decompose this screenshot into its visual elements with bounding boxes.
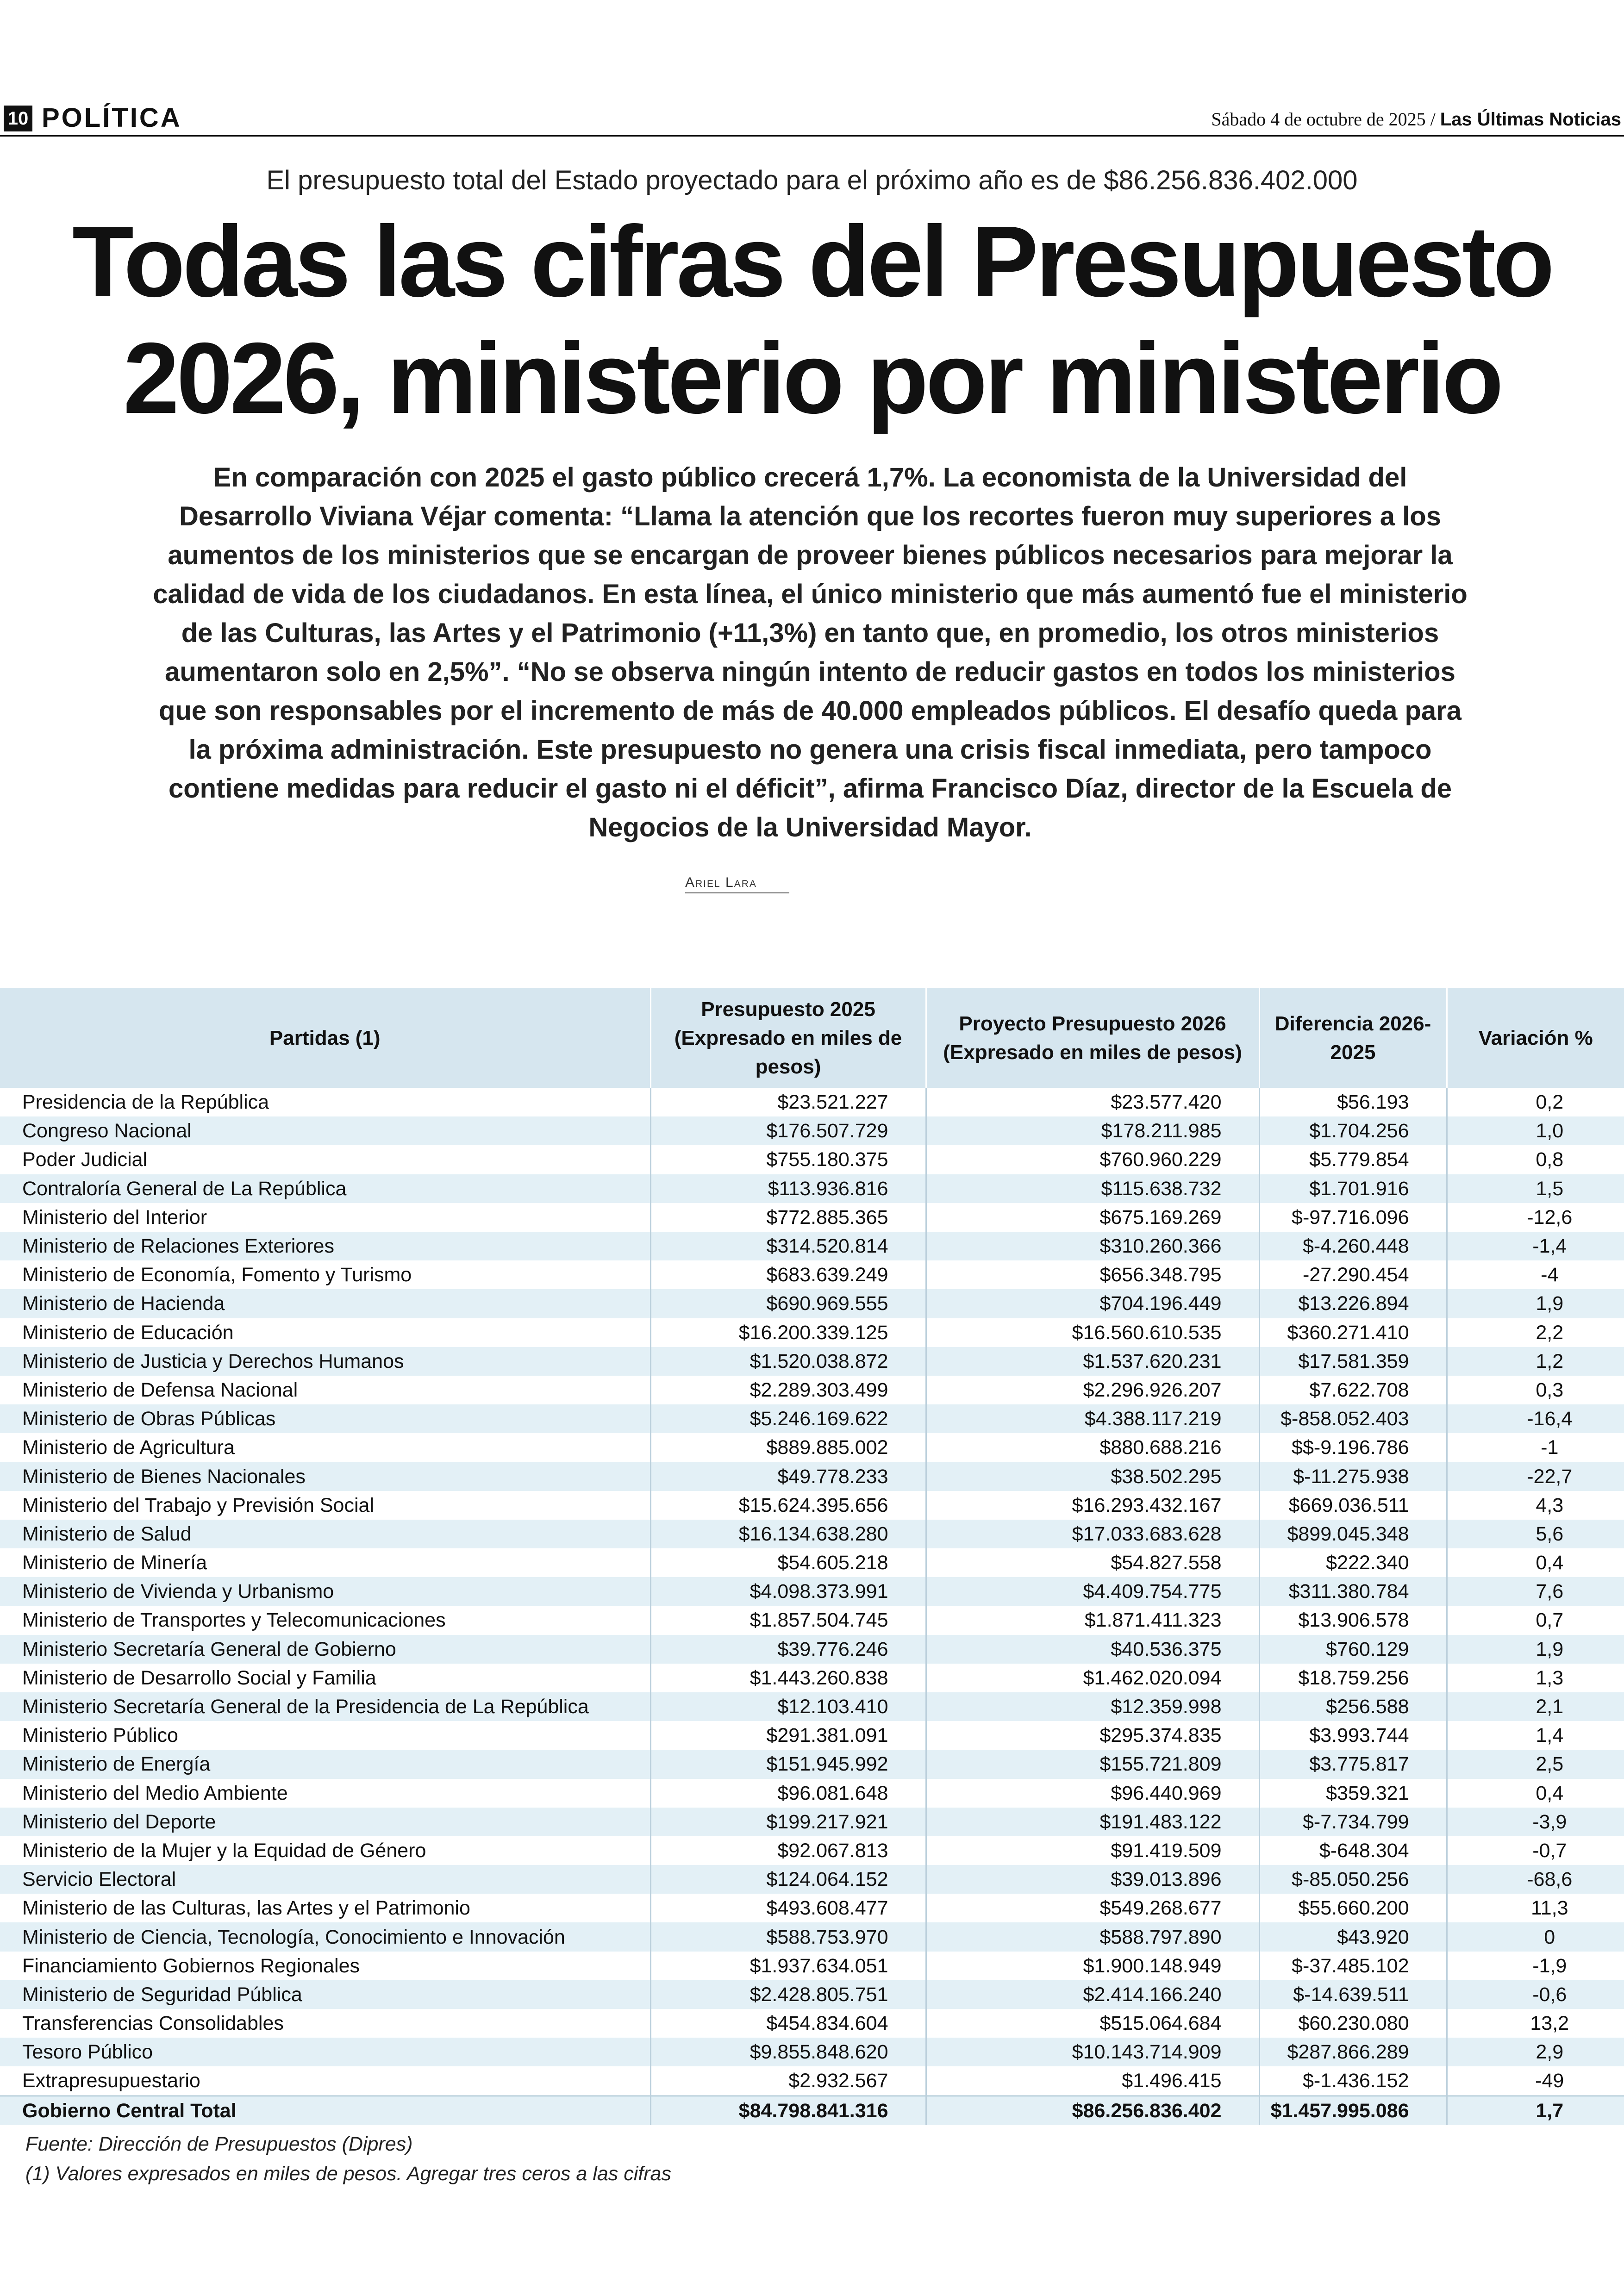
cell-partida: Ministerio de Justicia y Derechos Humanos — [0, 1347, 650, 1376]
cell-partida: Ministerio Público — [0, 1721, 650, 1750]
cell-variacion: 5,6 — [1447, 1520, 1624, 1548]
cell-diferencia: -27.290.454 — [1259, 1260, 1447, 1289]
table-row — [0, 1491, 1624, 1520]
cell-variacion: 1,9 — [1447, 1635, 1624, 1664]
cell-presupuesto-2025: $588.753.970 — [650, 1922, 926, 1951]
cell-diferencia: $-14.639.511 — [1259, 1980, 1447, 2009]
table-row — [0, 1318, 1624, 1347]
cell-proyecto-2026: $115.638.732 — [926, 1174, 1259, 1203]
cell-variacion: 2,5 — [1447, 1750, 1624, 1778]
table-row — [0, 1203, 1624, 1232]
cell-proyecto-2026: $4.409.754.775 — [926, 1577, 1259, 1606]
table-row — [0, 1116, 1624, 1145]
cell-presupuesto-2025: $49.778.233 — [650, 1462, 926, 1491]
cell-proyecto-2026: $1.871.411.323 — [926, 1606, 1259, 1634]
cell-proyecto-2026: $310.260.366 — [926, 1232, 1259, 1260]
cell-presupuesto-2025: $23.521.227 — [650, 1088, 926, 1116]
cell-partida: Poder Judicial — [0, 1145, 650, 1174]
cell-variacion: 1,4 — [1447, 1721, 1624, 1750]
cell-diferencia: $-648.304 — [1259, 1836, 1447, 1865]
cell-proyecto-2026: $656.348.795 — [926, 1260, 1259, 1289]
cell-variacion: 2,2 — [1447, 1318, 1624, 1347]
cell-variacion: -1 — [1447, 1433, 1624, 1462]
cell-diferencia: $359.321 — [1259, 1779, 1447, 1808]
table-row — [0, 1865, 1624, 1894]
cell-diferencia: $311.380.784 — [1259, 1577, 1447, 1606]
total-cell-variacion: 1,7 — [1447, 2096, 1624, 2125]
cell-partida: Ministerio de Educación — [0, 1318, 650, 1347]
cell-diferencia: $18.759.256 — [1259, 1664, 1447, 1692]
header-variacion: Variación % — [1447, 988, 1624, 1088]
cell-variacion: -49 — [1447, 2066, 1624, 2095]
table-row — [0, 1145, 1624, 1174]
cell-variacion: 13,2 — [1447, 2009, 1624, 2038]
table-row — [0, 1347, 1624, 1376]
cell-proyecto-2026: $588.797.890 — [926, 1922, 1259, 1951]
cell-presupuesto-2025: $291.381.091 — [650, 1721, 926, 1750]
cell-proyecto-2026: $12.359.998 — [926, 1692, 1259, 1721]
cell-partida: Contraloría General de La República — [0, 1174, 650, 1203]
cell-partida: Ministerio de Agricultura — [0, 1433, 650, 1462]
table-row — [0, 1836, 1624, 1865]
cell-proyecto-2026: $17.033.683.628 — [926, 1520, 1259, 1548]
newspaper-name: Las Últimas Noticias — [1440, 109, 1621, 130]
table-row — [0, 1088, 1624, 1116]
cell-variacion: 7,6 — [1447, 1577, 1624, 1606]
section-label: POLÍTICA — [42, 103, 182, 133]
cell-partida: Ministerio de Energía — [0, 1750, 650, 1778]
table-row — [0, 1577, 1624, 1606]
cell-diferencia: $669.036.511 — [1259, 1491, 1447, 1520]
table-row — [0, 1980, 1624, 2009]
cell-presupuesto-2025: $683.639.249 — [650, 1260, 926, 1289]
cell-partida: Presidencia de la República — [0, 1088, 650, 1116]
cell-presupuesto-2025: $16.200.339.125 — [650, 1318, 926, 1347]
cell-partida: Transferencias Consolidables — [0, 2009, 650, 2038]
cell-presupuesto-2025: $772.885.365 — [650, 1203, 926, 1232]
cell-proyecto-2026: $2.414.166.240 — [926, 1980, 1259, 2009]
cell-partida: Ministerio de las Culturas, las Artes y el Patrimonio — [0, 1894, 650, 1922]
cell-proyecto-2026: $1.462.020.094 — [926, 1664, 1259, 1692]
cell-presupuesto-2025: $1.857.504.745 — [650, 1606, 926, 1634]
table-row — [0, 1664, 1624, 1692]
masthead-rule — [0, 135, 1624, 137]
table-row — [0, 1548, 1624, 1577]
cell-diferencia: $222.340 — [1259, 1548, 1447, 1577]
cell-presupuesto-2025: $9.855.848.620 — [650, 2038, 926, 2066]
cell-diferencia: $5.779.854 — [1259, 1145, 1447, 1174]
table-total-row — [0, 2096, 1624, 2125]
page-number: 10 — [4, 106, 32, 131]
table-row — [0, 1952, 1624, 1980]
cell-presupuesto-2025: $889.885.002 — [650, 1433, 926, 1462]
table-row — [0, 2066, 1624, 2095]
cell-variacion: 11,3 — [1447, 1894, 1624, 1922]
cell-presupuesto-2025: $124.064.152 — [650, 1865, 926, 1894]
cell-proyecto-2026: $23.577.420 — [926, 1088, 1259, 1116]
cell-presupuesto-2025: $2.289.303.499 — [650, 1376, 926, 1404]
table-row — [0, 1520, 1624, 1548]
cell-proyecto-2026: $54.827.558 — [926, 1548, 1259, 1577]
table-row — [0, 1894, 1624, 1922]
cell-diferencia: $55.660.200 — [1259, 1894, 1447, 1922]
cell-partida: Tesoro Público — [0, 2038, 650, 2066]
cell-diferencia: $-11.275.938 — [1259, 1462, 1447, 1491]
cell-presupuesto-2025: $176.507.729 — [650, 1116, 926, 1145]
table-row — [0, 1606, 1624, 1634]
masthead-date-line — [1211, 106, 1621, 132]
cell-presupuesto-2025: $2.428.805.751 — [650, 1980, 926, 2009]
cell-diferencia: $13.906.578 — [1259, 1606, 1447, 1634]
cell-partida: Extrapresupuestario — [0, 2066, 650, 2095]
cell-presupuesto-2025: $690.969.555 — [650, 1289, 926, 1318]
cell-variacion: -22,7 — [1447, 1462, 1624, 1491]
cell-diferencia: $760.129 — [1259, 1635, 1447, 1664]
table-row — [0, 1404, 1624, 1433]
cell-variacion: 1,5 — [1447, 1174, 1624, 1203]
cell-partida: Ministerio de Salud — [0, 1520, 650, 1548]
cell-variacion: 1,0 — [1447, 1116, 1624, 1145]
cell-diferencia: $899.045.348 — [1259, 1520, 1447, 1548]
cell-diferencia: $287.866.289 — [1259, 2038, 1447, 2066]
table-row — [0, 1808, 1624, 1836]
cell-diferencia: $-37.485.102 — [1259, 1952, 1447, 1980]
cell-variacion: 0,3 — [1447, 1376, 1624, 1404]
cell-proyecto-2026: $191.483.122 — [926, 1808, 1259, 1836]
cell-variacion: 1,9 — [1447, 1289, 1624, 1318]
cell-diferencia: $-97.716.096 — [1259, 1203, 1447, 1232]
cell-variacion: -16,4 — [1447, 1404, 1624, 1433]
cell-partida: Ministerio de Minería — [0, 1548, 650, 1577]
table-row — [0, 1433, 1624, 1462]
cell-proyecto-2026: $91.419.509 — [926, 1836, 1259, 1865]
cell-partida: Ministerio de Seguridad Pública — [0, 1980, 650, 2009]
cell-presupuesto-2025: $96.081.648 — [650, 1779, 926, 1808]
cell-proyecto-2026: $10.143.714.909 — [926, 2038, 1259, 2066]
cell-diferencia: $256.588 — [1259, 1692, 1447, 1721]
cell-variacion: 0,8 — [1447, 1145, 1624, 1174]
cell-diferencia: $1.701.916 — [1259, 1174, 1447, 1203]
cell-presupuesto-2025: $12.103.410 — [650, 1692, 926, 1721]
cell-partida: Ministerio Secretaría General de Gobierno — [0, 1635, 650, 1664]
cell-diferencia: $360.271.410 — [1259, 1318, 1447, 1347]
cell-partida: Ministerio de Relaciones Exteriores — [0, 1232, 650, 1260]
cell-partida: Ministerio de Hacienda — [0, 1289, 650, 1318]
cell-presupuesto-2025: $16.134.638.280 — [650, 1520, 926, 1548]
footnote: (1) Valores expresados en miles de pesos. Agregar tres ceros a las cifras — [25, 2163, 671, 2185]
cell-variacion: 1,2 — [1447, 1347, 1624, 1376]
cell-partida: Ministerio de Ciencia, Tecnología, Conocimiento e Innovación — [0, 1922, 650, 1951]
cell-proyecto-2026: $1.496.415 — [926, 2066, 1259, 2095]
cell-diferencia: $3.775.817 — [1259, 1750, 1447, 1778]
cell-diferencia: $$-9.196.786 — [1259, 1433, 1447, 1462]
table-row — [0, 1462, 1624, 1491]
table-notes — [25, 2129, 671, 2189]
cell-proyecto-2026: $4.388.117.219 — [926, 1404, 1259, 1433]
cell-partida: Servicio Electoral — [0, 1865, 650, 1894]
masthead — [0, 103, 1624, 135]
table-row — [0, 1721, 1624, 1750]
header-presupuesto-2025: Presupuesto 2025 (Expresado en miles de pesos) — [650, 988, 926, 1088]
issue-date: Sábado 4 de octubre de 2025 — [1211, 109, 1426, 130]
cell-presupuesto-2025: $1.443.260.838 — [650, 1664, 926, 1692]
cell-partida: Ministerio de la Mujer y la Equidad de Género — [0, 1836, 650, 1865]
cell-variacion: 2,9 — [1447, 2038, 1624, 2066]
cell-diferencia: $1.704.256 — [1259, 1116, 1447, 1145]
table-header-row — [0, 988, 1624, 1088]
cell-variacion: -3,9 — [1447, 1808, 1624, 1836]
cell-variacion: 2,1 — [1447, 1692, 1624, 1721]
cell-partida: Ministerio del Interior — [0, 1203, 650, 1232]
budget-table-container — [0, 988, 1624, 2125]
cell-variacion: 0 — [1447, 1922, 1624, 1951]
article-headline: Todas las cifras del Presupuesto 2026, ministerio por ministerio — [72, 206, 1552, 435]
budget-table — [0, 988, 1624, 2125]
cell-proyecto-2026: $295.374.835 — [926, 1721, 1259, 1750]
table-row — [0, 1376, 1624, 1404]
cell-partida: Ministerio de Desarrollo Social y Familia — [0, 1664, 650, 1692]
cell-partida: Financiamiento Gobiernos Regionales — [0, 1952, 650, 1980]
header-partidas: Partidas (1) — [0, 988, 650, 1088]
cell-presupuesto-2025: $151.945.992 — [650, 1750, 926, 1778]
cell-presupuesto-2025: $199.217.921 — [650, 1808, 926, 1836]
cell-variacion: -4 — [1447, 1260, 1624, 1289]
cell-proyecto-2026: $675.169.269 — [926, 1203, 1259, 1232]
cell-variacion: -68,6 — [1447, 1865, 1624, 1894]
cell-proyecto-2026: $704.196.449 — [926, 1289, 1259, 1318]
cell-diferencia: $-7.734.799 — [1259, 1808, 1447, 1836]
cell-partida: Ministerio de Obras Públicas — [0, 1404, 650, 1433]
cell-presupuesto-2025: $314.520.814 — [650, 1232, 926, 1260]
total-cell-presupuesto-2025: $84.798.841.316 — [650, 2096, 926, 2125]
cell-proyecto-2026: $760.960.229 — [926, 1145, 1259, 1174]
cell-variacion: 0,4 — [1447, 1548, 1624, 1577]
cell-proyecto-2026: $549.268.677 — [926, 1894, 1259, 1922]
table-row — [0, 1289, 1624, 1318]
cell-variacion: 0,7 — [1447, 1606, 1624, 1634]
cell-variacion: 4,3 — [1447, 1491, 1624, 1520]
total-cell-proyecto-2026: $86.256.836.402 — [926, 2096, 1259, 2125]
cell-variacion: -0,7 — [1447, 1836, 1624, 1865]
article-lead: En comparación con 2025 el gasto público crecerá 1,7%. La economista de la Universidad del Desarrollo Viviana Véjar comenta: “Llama la atención que los recortes fueron muy superiores a los aumentos de los ministerios que se encargan de proveer bienes públicos necesarios para mejorar la calidad de vida de los ciudadanos. En esta línea, el único ministerio que más aumentó fue el ministerio de las Culturas, las Artes y el Patrimonio (+11,3%) en tanto que, en promedio, los otros ministerios aumentaron solo en 2,5%”. “No se observa ningún intento de reducir gastos en todos los ministerios que son responsables por el incremento de más de 40.000 empleados públicos. El desafío queda para la próxima administración. Este presupuesto no genera una crisis fiscal inmediata, pero tampoco contiene medidas para reducir el gasto ni el déficit”, afirma Francisco Díaz, director de la Escuela de Negocios de la Universidad Mayor. — [153, 462, 1468, 842]
table-row — [0, 1750, 1624, 1778]
cell-diferencia: $43.920 — [1259, 1922, 1447, 1951]
cell-partida: Ministerio Secretaría General de la Presidencia de La República — [0, 1692, 650, 1721]
cell-partida: Congreso Nacional — [0, 1116, 650, 1145]
cell-proyecto-2026: $39.013.896 — [926, 1865, 1259, 1894]
source-note: Fuente: Dirección de Presupuestos (Dipres) — [25, 2133, 413, 2155]
cell-diferencia: $-4.260.448 — [1259, 1232, 1447, 1260]
table-row — [0, 1635, 1624, 1664]
cell-presupuesto-2025: $2.932.567 — [650, 2066, 926, 2095]
cell-proyecto-2026: $40.536.375 — [926, 1635, 1259, 1664]
cell-proyecto-2026: $38.502.295 — [926, 1462, 1259, 1491]
cell-diferencia: $56.193 — [1259, 1088, 1447, 1116]
cell-variacion: 0,4 — [1447, 1779, 1624, 1808]
cell-proyecto-2026: $155.721.809 — [926, 1750, 1259, 1778]
cell-presupuesto-2025: $15.624.395.656 — [650, 1491, 926, 1520]
cell-diferencia: $60.230.080 — [1259, 2009, 1447, 2038]
table-row — [0, 1174, 1624, 1203]
cell-partida: Ministerio de Bienes Nacionales — [0, 1462, 650, 1491]
cell-proyecto-2026: $1.537.620.231 — [926, 1347, 1259, 1376]
cell-proyecto-2026: $1.900.148.949 — [926, 1952, 1259, 1980]
table-row — [0, 1260, 1624, 1289]
article-byline: Ariel Lara — [685, 875, 789, 893]
cell-proyecto-2026: $16.560.610.535 — [926, 1318, 1259, 1347]
cell-variacion: -1,4 — [1447, 1232, 1624, 1260]
cell-presupuesto-2025: $1.520.038.872 — [650, 1347, 926, 1376]
table-row — [0, 2038, 1624, 2066]
article-kicker: El presupuesto total del Estado proyectado para el próximo año es de $86.256.836.402.000 — [266, 165, 1358, 195]
cell-diferencia: $17.581.359 — [1259, 1347, 1447, 1376]
cell-presupuesto-2025: $5.246.169.622 — [650, 1404, 926, 1433]
cell-presupuesto-2025: $1.937.634.051 — [650, 1952, 926, 1980]
cell-diferencia: $13.226.894 — [1259, 1289, 1447, 1318]
cell-partida: Ministerio de Economía, Fomento y Turismo — [0, 1260, 650, 1289]
cell-variacion: -12,6 — [1447, 1203, 1624, 1232]
table-row — [0, 1922, 1624, 1951]
cell-presupuesto-2025: $755.180.375 — [650, 1145, 926, 1174]
table-row — [0, 1232, 1624, 1260]
cell-variacion: -1,9 — [1447, 1952, 1624, 1980]
cell-partida: Ministerio del Trabajo y Previsión Social — [0, 1491, 650, 1520]
total-cell-partida: Gobierno Central Total — [0, 2096, 650, 2125]
cell-diferencia: $-85.050.256 — [1259, 1865, 1447, 1894]
table-row — [0, 2009, 1624, 2038]
header-proyecto-2026: Proyecto Presupuesto 2026 (Expresado en miles de pesos) — [926, 988, 1259, 1088]
cell-presupuesto-2025: $54.605.218 — [650, 1548, 926, 1577]
cell-diferencia: $-1.436.152 — [1259, 2066, 1447, 2095]
cell-partida: Ministerio del Medio Ambiente — [0, 1779, 650, 1808]
cell-proyecto-2026: $96.440.969 — [926, 1779, 1259, 1808]
total-cell-diferencia: $1.457.995.086 — [1259, 2096, 1447, 2125]
cell-proyecto-2026: $515.064.684 — [926, 2009, 1259, 2038]
cell-presupuesto-2025: $113.936.816 — [650, 1174, 926, 1203]
cell-diferencia: $3.993.744 — [1259, 1721, 1447, 1750]
cell-presupuesto-2025: $92.067.813 — [650, 1836, 926, 1865]
cell-partida: Ministerio de Defensa Nacional — [0, 1376, 650, 1404]
table-row — [0, 1692, 1624, 1721]
cell-diferencia: $7.622.708 — [1259, 1376, 1447, 1404]
cell-partida: Ministerio del Deporte — [0, 1808, 650, 1836]
cell-proyecto-2026: $880.688.216 — [926, 1433, 1259, 1462]
cell-variacion: 1,3 — [1447, 1664, 1624, 1692]
cell-proyecto-2026: $178.211.985 — [926, 1116, 1259, 1145]
cell-diferencia: $-858.052.403 — [1259, 1404, 1447, 1433]
cell-presupuesto-2025: $39.776.246 — [650, 1635, 926, 1664]
cell-proyecto-2026: $16.293.432.167 — [926, 1491, 1259, 1520]
cell-presupuesto-2025: $4.098.373.991 — [650, 1577, 926, 1606]
table-row — [0, 1779, 1624, 1808]
cell-proyecto-2026: $2.296.926.207 — [926, 1376, 1259, 1404]
cell-variacion: -0,6 — [1447, 1980, 1624, 2009]
cell-presupuesto-2025: $454.834.604 — [650, 2009, 926, 2038]
cell-partida: Ministerio de Transportes y Telecomunicaciones — [0, 1606, 650, 1634]
cell-presupuesto-2025: $493.608.477 — [650, 1894, 926, 1922]
cell-variacion: 0,2 — [1447, 1088, 1624, 1116]
masthead-separator: / — [1430, 109, 1436, 130]
header-diferencia: Diferencia 2026-2025 — [1259, 988, 1447, 1088]
cell-partida: Ministerio de Vivienda y Urbanismo — [0, 1577, 650, 1606]
